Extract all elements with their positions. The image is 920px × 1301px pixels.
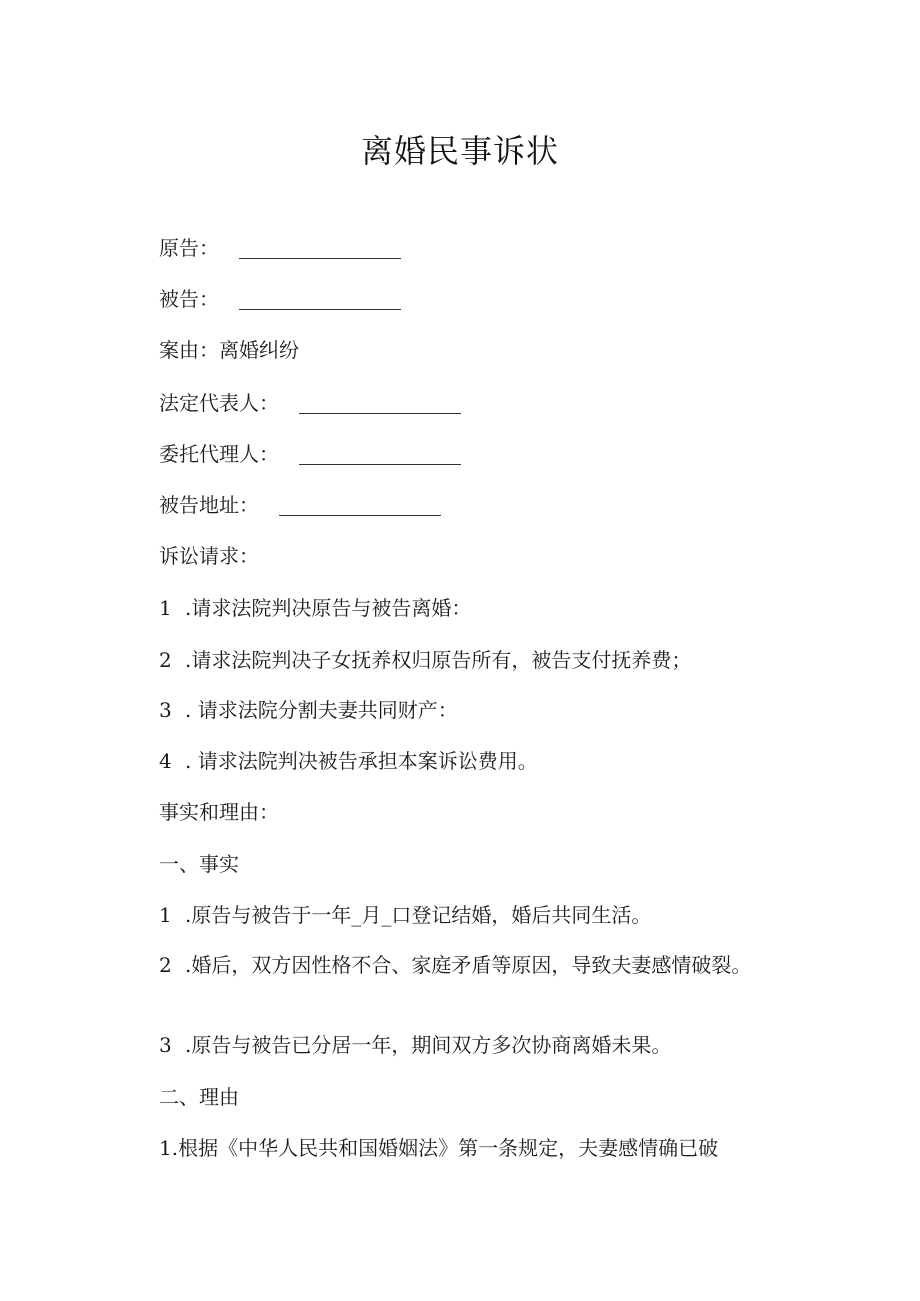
claim-item	[159, 748, 538, 774]
reason-item: 1.根据《中华人民共和国婚姻法》第一条规定，夫妻感情确已破	[159, 1136, 719, 1160]
claim-number: 4	[159, 749, 172, 773]
fact-number: 1	[159, 903, 172, 927]
defendant-label: 被告：	[159, 287, 219, 311]
fact-number: 3	[159, 1033, 172, 1057]
document-title: 离婚民事诉状	[360, 132, 559, 170]
fact-item	[159, 950, 764, 980]
plaintiff-line	[159, 235, 401, 261]
claims-heading: 诉讼请求：	[159, 544, 259, 568]
reasons-heading: 二、理由	[159, 1085, 239, 1109]
fact-number: 2	[159, 953, 172, 977]
facts-heading: 一、事实	[159, 852, 239, 876]
plaintiff-label: 原告：	[159, 236, 219, 260]
claim-text: .请求法院判决子女抚养权归原告所有，被告支付抚养费；	[185, 648, 692, 672]
defendant-blank[interactable]	[239, 289, 401, 310]
fact-text: .婚后，双方因性格不合、家庭矛盾等原因，导致夫妻感情破裂。	[185, 953, 752, 977]
agent-blank[interactable]	[299, 444, 461, 465]
facts-reasons-heading: 事实和理由：	[159, 800, 279, 824]
legal-rep-label: 法定代表人：	[159, 391, 279, 415]
claim-number: 2	[159, 648, 172, 672]
claim-number: 1	[159, 596, 172, 620]
claim-text: . 请求法院分割夫妻共同财产：	[185, 698, 458, 722]
agent-label: 委托代理人：	[159, 442, 279, 466]
agent-line	[159, 441, 461, 467]
claim-item	[159, 595, 471, 621]
defendant-address-blank[interactable]	[279, 495, 441, 516]
claim-number: 3	[159, 698, 172, 722]
fact-text: .原告与被告已分居一年，期间双方多次协商离婚未果。	[185, 1033, 672, 1057]
legal-rep-blank[interactable]	[299, 393, 461, 414]
defendant-address-label: 被告地址：	[159, 493, 259, 517]
claim-text: . 请求法院判决被告承担本案诉讼费用。	[185, 749, 538, 773]
claim-text: .请求法院判决原告与被告离婚：	[185, 596, 472, 620]
defendant-address-line	[159, 492, 441, 518]
legal-rep-line	[159, 390, 461, 416]
fact-text: .原告与被告于一年_月_口登记结婚，婚后共同生活。	[185, 903, 652, 927]
claim-item	[159, 697, 458, 723]
cause-line: 案由：离婚纠纷	[159, 338, 299, 362]
plaintiff-blank[interactable]	[239, 238, 401, 259]
claim-item	[159, 647, 691, 673]
fact-item	[159, 1032, 671, 1058]
fact-item	[159, 902, 651, 928]
defendant-line	[159, 286, 401, 312]
